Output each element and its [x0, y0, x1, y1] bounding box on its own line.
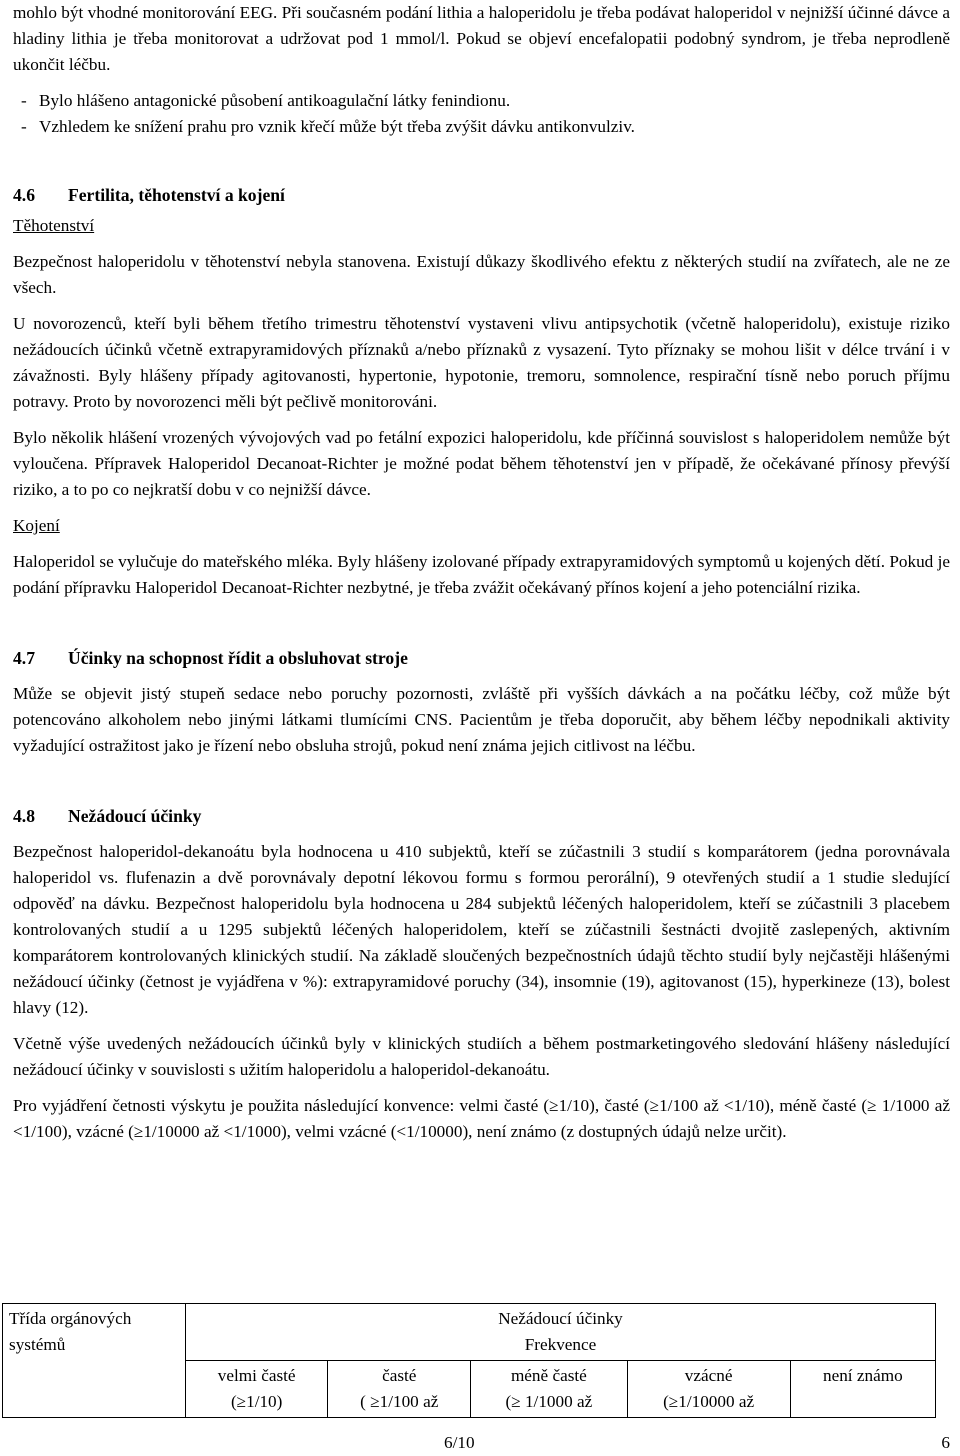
paragraph: Pro vyjádření četnosti výskytu je použita následující konvence: velmi časté (≥1/10), časté (≥1/100 až <1/10), méně časté (≥ 1/1000 až <1/100), vzácné (≥1/10000 až <1/1000), velmi vzácné (<1/10000), není známo (z dostupných údajů nelze určit). [13, 1096, 950, 1141]
paragraph: Včetně výše uvedených nežádoucích účinků byly v klinických studiích a během postmarketingového sledování hlášeny následující nežádoucí účinky v souvislosti s užitím haloperidolu a haloperidol-dekanoátu. [13, 1034, 950, 1079]
page-footer [0, 1430, 960, 1454]
paragraph: Bezpečnost haloperidol-dekanoátu byla hodnocena u 410 subjektů, kteří se zúčastnili 3 studií s komparátorem (jedna porovnávala haloperidol vs. flufenazin a dvě porovnávaly depotní lékovou formu s formou perorální), 9 otevřených studií a 1 studie sledující odpověď na dávku. Bezpečnost haloperidolu byla hodnocena u 284 subjektů léčených haloperidolem, kteří se zúčastnili 3 placebem kontrolovaných studií a u 1295 subjektů léčených haloperidolem, kteří se zúčastnili šestnácti dvojitě zaslepených, aktivním komparátorem kontrolovaných klinických studií. Na základě sloučených bezpečnostních údajů těchto studií byly nejčastěji hlášenými nežádoucí účinky (četnost je vyjádřena v %): extrapyramidové poruchy (34), insomnie (19), agitovanost (15), hyperkineze (13), bolest hlavy (12). [13, 842, 950, 1017]
page-number: 6 [941, 1433, 950, 1452]
freq-common: časté ( ≥1/100 až [328, 1361, 471, 1418]
freq-uncommon: méně časté (≥ 1/1000 až [471, 1361, 627, 1418]
intro-paragraph: mohlo být vhodné monitorování EEG. Při současném podání lithia a haloperidolu je třeba podávat haloperidol v nejnižší účinné dávce a hladiny lithia je třeba monitorovat a udržovat pod 1 mmol/l. Pokud se objeví encefalopatii podobný syndrom, je třeba neprodleně ukončit léčbu. [13, 3, 950, 74]
paragraph: U novorozenců, kteří byli během třetího trimestru těhotenství vystaveni vlivu antipsychotik (včetně haloperidolu), existuje riziko nežádoucích účinků včetně extrapyramidových příznaků a/nebo příznaků z vysazení. Tyto příznaky se mohou lišit v délce trvání i v závažnosti. Byly hlášeny případy agitovanosti, hypertonie, hypotonie, tremoru, somnolence, respirační tísně nebo poruch příjmu potravy. Proto by novorozenci měli být pečlivě monitorováni. [13, 314, 950, 411]
bullet-item: - Bylo hlášeno antagonické působení antikoagulační látky fenindionu. [21, 91, 511, 110]
freq-very-common: velmi časté (≥1/10) [186, 1361, 328, 1418]
table-header-organ-class: Třída orgánových systémů [3, 1304, 186, 1418]
paragraph: Bylo několik hlášení vrozených vývojových vad po fetální expozici haloperidolu, kde příčinná souvislost s haloperidolem nemůže být vyloučena. Přípravek Haloperidol Decanoat-Richter je možné podat během těhotenství jen v případě, že očekávané přínosy převýší riziko, a to po co nejkratší dobu v co nejnižší dávce. [13, 428, 950, 499]
paragraph: Může se objevit jistý stupeň sedace nebo poruchy pozornosti, zvláště při vyšších dávkách a na počátku léčby, což může být potencováno alkoholem nebo jinými látkami tlumícími CNS. Pacientům je třeba doporučit, aby během léčby nepodnikali aktivity vyžadující ostražitost jako je řízení nebo obsluha strojů, pokud není známa jejich citlivost na léčbu. [13, 684, 950, 755]
paragraph: Haloperidol se vylučuje do mateřského mléka. Byly hlášeny izolované případy extrapyramidových symptomů u kojených dětí. Pokud je podání přípravku Haloperidol Decanoat-Richter nezbytné, je třeba zvážit očekávaný přínos kojení a jeho potenciální rizika. [13, 552, 950, 597]
table-header-adverse-effects: Nežádoucí účinky Frekvence [186, 1304, 936, 1361]
document-page [13, 0, 950, 1145]
section-heading-4-6: 4.6 Fertilita, těhotenství a kojení [13, 185, 285, 205]
paragraph: Bezpečnost haloperidolu v těhotenství nebyla stanovena. Existují důkazy škodlivého efektu z některých studií na zvířatech, ale ne ze všech. [13, 252, 950, 297]
section-heading-4-8: 4.8 Nežádoucí účinky [13, 806, 202, 826]
subheading-breastfeeding: Kojení [13, 516, 60, 535]
page-counter: 6/10 [444, 1433, 475, 1452]
freq-unknown: není známo [790, 1361, 935, 1418]
bullet-item: - Vzhledem ke snížení prahu pro vznik křečí může být třeba zvýšit dávku antikonvulziv. [21, 117, 635, 136]
section-heading-4-7: 4.7 Účinky na schopnost řídit a obsluhovat stroje [13, 648, 408, 668]
freq-rare: vzácné (≥1/10000 až [627, 1361, 790, 1418]
adverse-effects-table [2, 1303, 936, 1418]
subheading-pregnancy: Těhotenství [13, 216, 95, 235]
